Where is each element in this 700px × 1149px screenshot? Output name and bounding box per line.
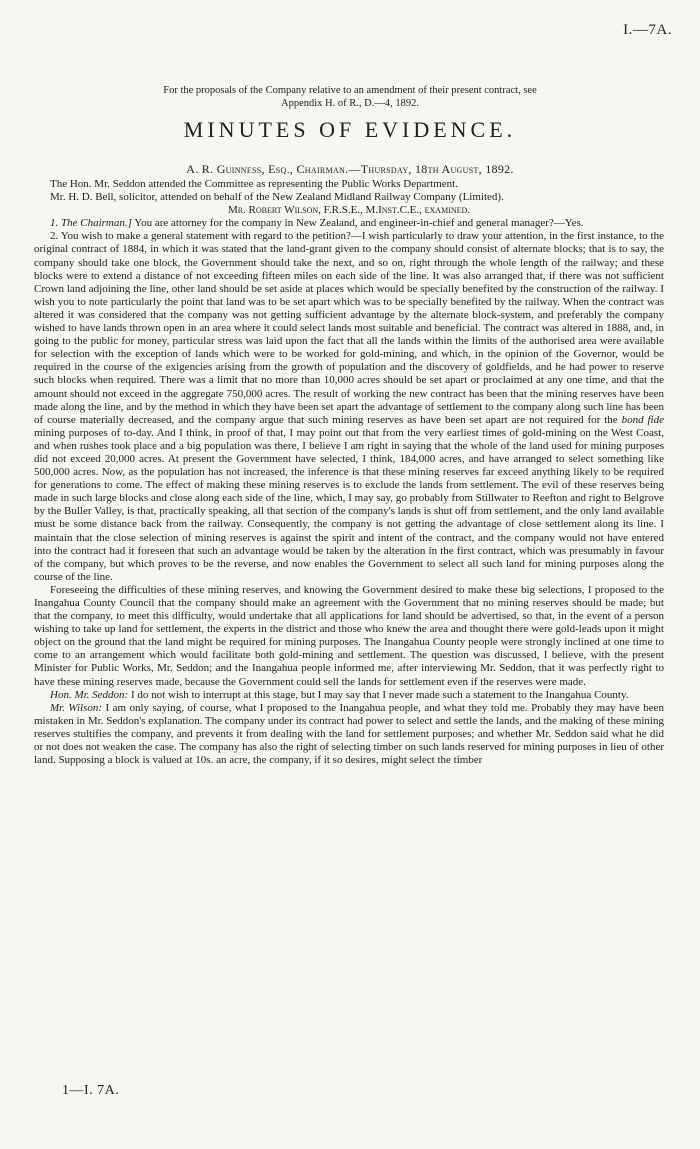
intro-line-2: Appendix H. of R., D.—4, 1892. xyxy=(281,98,419,109)
attendance-bell: Mr. H. D. Bell, solicitor, attended on behalf of the New Zealand Midland Railway Company (Limited). xyxy=(50,191,504,204)
intro-note xyxy=(100,84,600,110)
evidence-body xyxy=(34,178,664,767)
question-2-italic: bond fide xyxy=(621,413,664,426)
wilson-text: I am only saying, of course, what I proposed to the Inangahua people, and what they told me. Probably they may have been mistaken in Mr. Seddon's explanation. The company under its contract had power to select and settle the lands, and the making of these mining reserves stultifies the company, and prevents it from dealing with the land for settlement purposes; and whether Mr. Seddon said what he did or not does not weaken the case. The company has also the right of selecting timber on such lands reserved for mining purposes in lieu of other land. Supposing a block is valued at 10s. an acre, the company, if it so desires, might select the timber xyxy=(34,701,665,767)
seddon-speaker: Hon. Mr. Seddon: xyxy=(50,688,129,701)
seddon-text: I do not wish to interrupt at this stage, but I may say that I never made such a statement to the Inangahua County. xyxy=(128,688,629,701)
document-title: MINUTES OF EVIDENCE. xyxy=(183,117,517,142)
question-1 xyxy=(34,217,664,230)
question-2-part2: mining purposes of to-day. And I think, in proof of that, I may point out that from the very earliest times of gold-mining on the West Coast, and when rushes took place and a big population was there, I believe I am right in saying that the whole of the land used for mining purposes did not exceed 20,000 acres. At present the Government have selected, I think, 184,000 acres, and have arranged to select something like 500,000 acres. Now, as the population has not increased, the inference is that these mining reserves far exceed anything likely to be required for generations to come. The effect of making these mining reserves is to exclude the lands from settlement. The evil of these reserves being made in such large blocks and close along each side of the line, which, I may say, go probably from Stillwater to Reefton and right to Belgrove by the Buller Valley, is that, practically speaking, all that section of the company's lands is shut off from settlement, and the only land available must be some distance back from the railway. Consequently, the company is not getting the advantage of close settlement along its line. I maintain that the close selection of mining reserves is against the spirit and intent of the contract, and the company would not have entered into the contract had it foreseen that such an advantage would be taken by the alteration in the first contract, which was presumably in favour of the company, but which proves to be the reverse, and now enables the Government to select all such land for mining purposes along the course of the line. xyxy=(34,426,664,583)
wilson-reply xyxy=(34,702,664,767)
witness-text: Mr. Robert Wilson, F.R.S.E., M.Inst.C.E., examined. xyxy=(227,204,471,217)
question-2 xyxy=(34,230,664,584)
page-reference: I.—7A. xyxy=(623,22,672,38)
seddon-remark xyxy=(34,689,664,702)
question-1-speaker: 1. The Chairman.] xyxy=(50,217,132,230)
question-2-part1: 2. You wish to make a general statement with regard to the petition?—I wish particularly to draw your attention, in the first instance, to the original contract of 1884, in which it was stated that the land-grant given to the company should consist of alternate blocks; that is to say, the company should take one block, the Government should take the next, and so on, right through the whole length of the railway; and these blocks were to extend a distance of not exceeding fifteen miles on each side of the line. It was also arranged that, if there was not sufficient Crown land adjoining the line, other land should be set aside at places which would be specially benefited by the construction of the railway. I wish you to note particularly the point that land was to be set apart which was to be specially benefited by the railway. When the contract was altered it was considered that the company was not getting sufficient advantage by the alternate block-system, and preferably the company wished to have lands thrown open in an area where it could select lands most suitable and beneficial. The contract was altered in 1888, and, in going to the public for money, particular stress was laid upon the fact that all the lands within the limits of the authorised area were available for selection with the exception of lands which were to be worked for gold-mining, and which, in the opinion of the Governor, would be required in the course of the exigencies arising from the growth of population and the discovery of goldfields, and he had power to reserve such blocks when required. There was a limit that no more than 10,000 acres should be set apart or proclaimed at any one time, and that the amount should not exceed in the aggregate 750,000 acres. The result of working the new contract has been that the mining reserves have been made along the line, and by the method in which they have been set apart the advantage of settlement to the company along such line has been of course materially decreased, and the company argue that such mining reserves as have been set apart are not required for the xyxy=(34,230,664,426)
intro-line-1: For the proposals of the Company relative to an amendment of their present contract, see xyxy=(163,85,537,96)
signature-mark: 1—I. 7A. xyxy=(62,1083,120,1098)
witness-line xyxy=(34,204,664,217)
question-1-text: You are attorney for the company in New Zealand, and engineer-in-chief and general manager?—Yes. xyxy=(131,217,584,230)
wilson-speaker: Mr. Wilson: xyxy=(50,701,103,714)
attendance-seddon: The Hon. Mr. Seddon attended the Committee as representing the Public Works Department. xyxy=(50,178,458,190)
chairman-line xyxy=(0,162,700,177)
chairman-text: A. R. Guinness, Esq., Chairman.—Thursday, 18th August, 1892. xyxy=(186,162,514,176)
paragraph-3: Foreseeing the difficulties of these mining reserves, and knowing the Government desired to make these big selections, I proposed to the Inangahua County Council that the company should make an agreement with the Government that no mining reserves should be made; but that the company, to meet this difficulty, would undertake that all applications for land should be advertised, so that, in the event of a person wishing to take up land for settlement, the experts in the district and those who knew the area and thought there were gold-leads upon it might object on the ground that the land might be required for mining purposes. The Inangahua County people were strongly inclined at one time to come to an arrangement which would facilitate both gold-mining and settlement. The question was discussed, I believe, with the present Minister for Public Works, Mr. Seddon; and the Inangahua people informed me, after interviewing Mr. Seddon, that it was perfectly right to have these mining reserves made, because the Government could sell the lands for settlement even if the reserves were made. xyxy=(34,583,664,688)
